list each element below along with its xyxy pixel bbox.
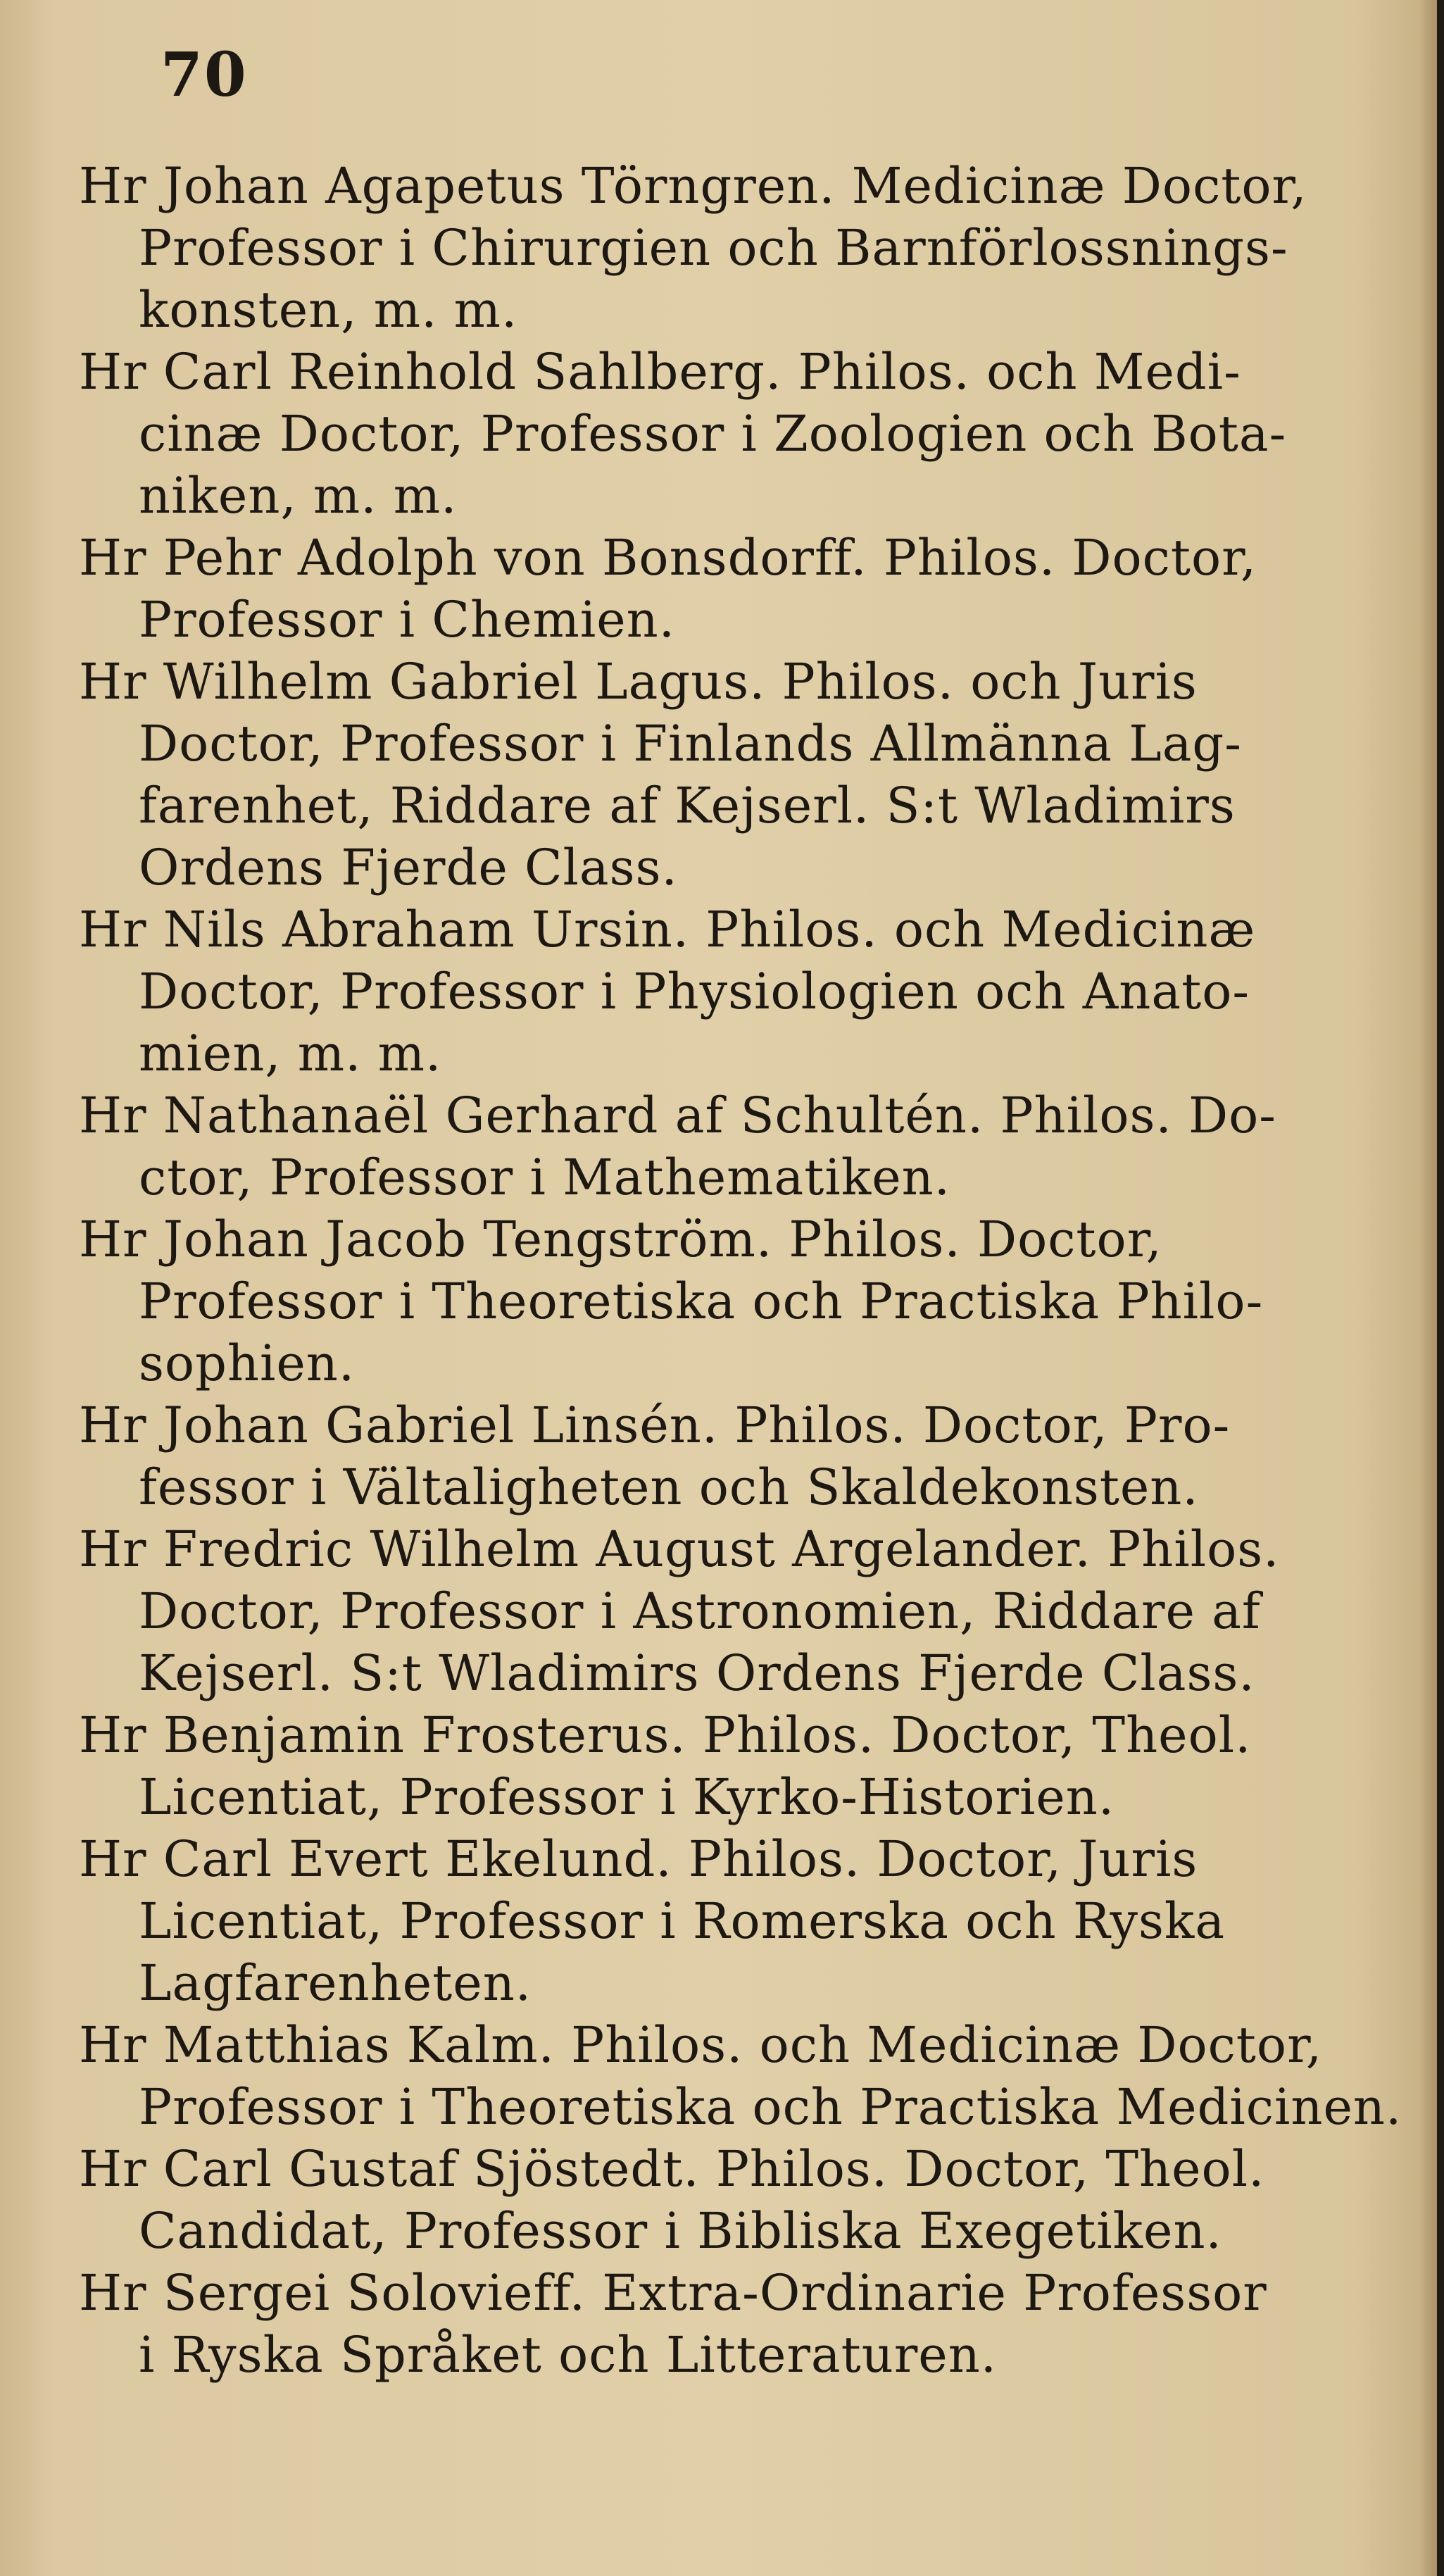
entry-line: Professor i Theoretiska och Practiska Medicinen. [139, 2078, 1402, 2136]
entry-line: mien, m. m. [139, 1025, 442, 1082]
entry-line: Professor i Chirurgien och Barnförlossnings- [139, 219, 1288, 277]
entry-line: Hr Sergei Solovieff. Extra-Ordinarie Professor [79, 2264, 1267, 2322]
list-item [79, 2262, 1417, 2386]
entry-line: Hr Matthias Kalm. Philos. och Medicinæ Doctor, [79, 2016, 1323, 2074]
list-item [79, 1704, 1417, 1828]
entry-line: Doctor, Professor i Astronomien, Riddare af [139, 1582, 1261, 1640]
list-item [79, 1208, 1417, 1394]
entry-line: Professor i Theoretiska och Practiska Philo- [139, 1273, 1264, 1330]
entry-line: Hr Nathanaël Gerhard af Schultén. Philos. Do- [79, 1087, 1276, 1144]
entry-line: Licentiat, Professor i Kyrko-Historien. [139, 1768, 1115, 1826]
entry-line: Ordens Fjerde Class. [139, 839, 678, 896]
entry-line: Hr Johan Gabriel Linsén. Philos. Doctor, Pro- [79, 1396, 1231, 1454]
list-item [79, 2138, 1417, 2262]
entry-line: Hr Nils Abraham Ursin. Philos. och Medicinæ [79, 901, 1256, 958]
entry-line: Doctor, Professor i Physiologien och Anato- [139, 963, 1250, 1020]
entry-line: Kejserl. S:t Wladimirs Ordens Fjerde Class. [139, 1644, 1255, 1702]
list-item [79, 155, 1417, 341]
book-spine-edge [1437, 0, 1444, 2576]
entry-line: sophien. [139, 1334, 356, 1392]
entry-line: Doctor, Professor i Finlands Allmänna Lag- [139, 715, 1242, 773]
list-item [79, 2014, 1417, 2138]
entry-line: farenhet, Riddare af Kejserl. S:t Wladimirs [139, 777, 1236, 834]
entry-line: Candidat, Professor i Bibliska Exegetiken. [139, 2202, 1222, 2260]
entry-line: Hr Wilhelm Gabriel Lagus. Philos. och Juris [79, 653, 1198, 711]
entry-line: niken, m. m. [139, 467, 458, 525]
list-item [79, 341, 1417, 527]
entry-line: Hr Johan Jacob Tengström. Philos. Doctor, [79, 1211, 1162, 1268]
faculty-list [79, 155, 1417, 2386]
entry-line: konsten, m. m. [139, 281, 518, 339]
list-item [79, 651, 1417, 899]
entry-line: Hr Fredric Wilhelm August Argelander. Philos. [79, 1520, 1280, 1578]
entry-line: Hr Benjamin Frosterus. Philos. Doctor, Theol. [79, 1706, 1252, 1764]
list-item [79, 899, 1417, 1084]
list-item [79, 1394, 1417, 1518]
list-item [79, 527, 1417, 651]
list-item [79, 1828, 1417, 2014]
entry-line: fessor i Vältaligheten och Skaldekonsten. [139, 1458, 1199, 1516]
entry-line: i Ryska Språket och Litteraturen. [139, 2326, 998, 2384]
entry-line: Licentiat, Professor i Romerska och Ryska [139, 1892, 1226, 1950]
entry-line: Professor i Chemien. [139, 591, 675, 649]
list-item [79, 1518, 1417, 1704]
entry-line: Hr Carl Gustaf Sjöstedt. Philos. Doctor, Theol. [79, 2140, 1265, 2198]
entry-line: Hr Pehr Adolph von Bonsdorff. Philos. Doctor, [79, 529, 1257, 587]
list-item [79, 1084, 1417, 1208]
entry-line: Hr Carl Evert Ekelund. Philos. Doctor, Juris [79, 1830, 1198, 1888]
entry-line: Lagfarenheten. [139, 1954, 532, 2012]
entry-line: Hr Johan Agapetus Törngren. Medicinæ Doctor, [79, 157, 1307, 215]
entry-line: ctor, Professor i Mathematiken. [139, 1149, 950, 1206]
entry-line: cinæ Doctor, Professor i Zoologien och Bota- [139, 405, 1287, 463]
page-gutter-shadow [1419, 0, 1437, 2576]
entry-line: Hr Carl Reinhold Sahlberg. Philos. och Medi- [79, 343, 1241, 401]
page-number: 70 [161, 39, 248, 111]
